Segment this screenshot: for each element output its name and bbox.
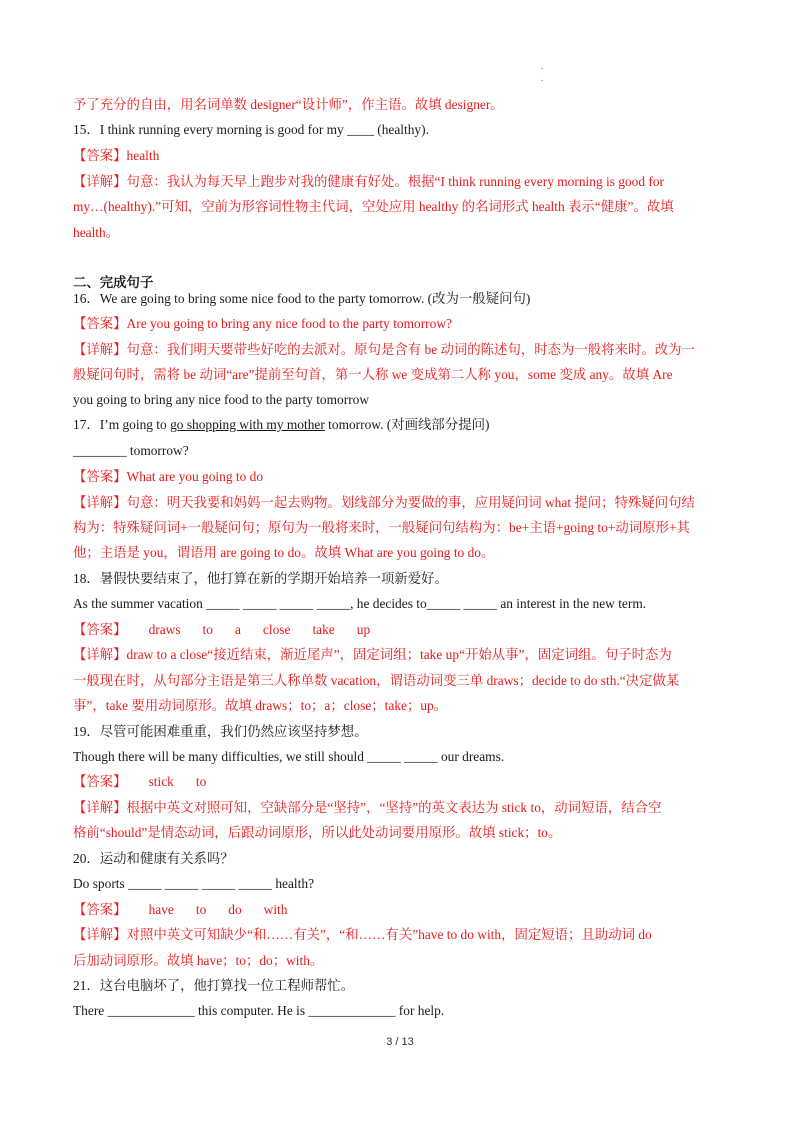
question-21-cn: 21．这台电脑坏了，他打算找一位工程师帮忙。 (73, 978, 355, 993)
answer-word: a (234, 622, 241, 637)
question-18-cn: 18．暑假快要结束了，他打算在新的学期开始培养一项新爱好。 (73, 571, 448, 586)
question-21-en: There _____________ this computer. He is _____________ for help. (73, 1003, 445, 1018)
answer-label: 【答案】 (73, 902, 127, 917)
page-number: 3 / 13 (386, 1036, 414, 1048)
answer-word: have (148, 902, 174, 917)
question-20-cn: 20．运动和健康有关系吗？ (73, 851, 234, 866)
explanation-16-line-1: 【详解】句意：我们明天要带些好吃的去派对。原句是含有 be 动词的陈述句，时态为一般将来时。改为一 (73, 342, 695, 357)
explanation-18-line-1: 【详解】draw to a close“接近结束，渐近尾声”，固定词组；take up“开始从事”，固定词组。句子时态为 (73, 647, 672, 662)
question-19-cn: 19．尽管可能困难重重，我们仍然应该坚持梦想。 (73, 724, 368, 739)
answer-word: with (263, 902, 288, 917)
answer-word: take (312, 622, 335, 637)
answer-word: to (195, 902, 207, 917)
answer-word: to (202, 622, 213, 637)
answer-label: 【答案】 (73, 774, 127, 789)
explanation-17-line-2: 构为：特殊疑问词+一般疑问句；原句为一般将来时，一般疑问句结构为：be+主语+going to+动词原形+其 (73, 520, 690, 535)
question-17 (73, 416, 733, 434)
question-15: 15．I think running every morning is good for my ____ (healthy). (73, 122, 429, 137)
explanation-19-line-2: 格前“should”是情态动词，后跟动词原形，所以此处动词要用原形。故填 stick；to。 (73, 825, 562, 840)
answer-label: 【答案】 (73, 622, 127, 637)
question-18-en: As the summer vacation _____ _____ _____ _____, he decides to_____ _____ an interest in the new term. (73, 596, 647, 611)
question-19-en: Though there will be many difficulties, we still should _____ _____ our dreams. (73, 749, 505, 764)
answer-word: to (195, 774, 207, 789)
answer-20 (73, 901, 733, 919)
explanation-20-line-2: 后加动词原形。故填 have；to；do；with。 (73, 953, 324, 968)
answer-word: do (228, 902, 242, 917)
explanation-line: 予了充分的自由，用名词单数 designer“设计师”，作主语。故填 designer。 (73, 97, 504, 112)
explanation-20-line-1: 【详解】对照中英文可知缺少“和……有关”，“和……有关”have to do with，固定短语；且助动词 do (73, 927, 652, 942)
answer-19 (73, 773, 733, 791)
question-17-blank: ________ tomorrow? (73, 443, 189, 458)
explanation-16-line-2: 般疑问句时，需将 be 动词“are”提前至句首，第一人称 we 变成第二人称 you，some 变成 any。故填 Are (73, 367, 673, 382)
answer-word: close (262, 622, 291, 637)
answer-word: draws (148, 622, 181, 637)
answer-16: 【答案】Are you going to bring any nice food to the party tomorrow? (73, 316, 452, 331)
explanation-17-line-1: 【详解】句意：明天我要和妈妈一起去购物。划线部分为要做的事，应用疑问词 what 提问；特殊疑问句结 (73, 495, 695, 510)
explanation-18-line-3: 事”，take 要用动词原形。故填 draws；to；a；close；take；up。 (73, 698, 448, 713)
answer-18 (73, 621, 733, 639)
answer-word: stick (148, 774, 174, 789)
explanation-15-line-2: my…(healthy).”可知，空前为形容词性物主代词，空处应用 healthy 的名词形式 health 表示“健康”。故填 (73, 199, 674, 214)
question-20-en: Do sports _____ _____ _____ _____ health? (73, 876, 315, 891)
answer-15: 【答案】health (73, 148, 160, 163)
explanation-15-line-3: health。 (73, 225, 120, 240)
question-17-suffix: tomorrow. (对画线部分提问) (324, 417, 490, 432)
section-heading: 二、完成句子 (73, 275, 154, 290)
explanation-17-line-3: 他；主语是 you，谓语用 are going to do。故填 What are you going to do。 (73, 545, 495, 560)
question-17-prefix: 17．I’m going to (73, 417, 171, 432)
explanation-16-line-3: you going to bring any nice food to the party tomorrow (73, 392, 370, 407)
explanation-18-line-2: 一般现在时，从句部分主语是第三人称单数 vacation，谓语动词变三单 draws；decide to do sth.“决定做某 (73, 673, 680, 688)
explanation-19-line-1: 【详解】根据中英文对照可知，空缺部分是“坚持”，“坚持”的英文表达为 stick to，动词短语，结合空 (73, 800, 662, 815)
question-17-underlined: go shopping with my mother (170, 417, 325, 432)
top-marks: . . (541, 61, 544, 83)
explanation-15-line-1: 【详解】句意：我认为每天早上跑步对我的健康有好处。根据“I think running every morning is good for (73, 174, 665, 189)
answer-word: up (356, 622, 371, 637)
answer-17: 【答案】What are you going to do (73, 469, 264, 484)
question-16: 16．We are going to bring some nice food to the party tomorrow. (改为一般疑问句) (73, 291, 531, 306)
